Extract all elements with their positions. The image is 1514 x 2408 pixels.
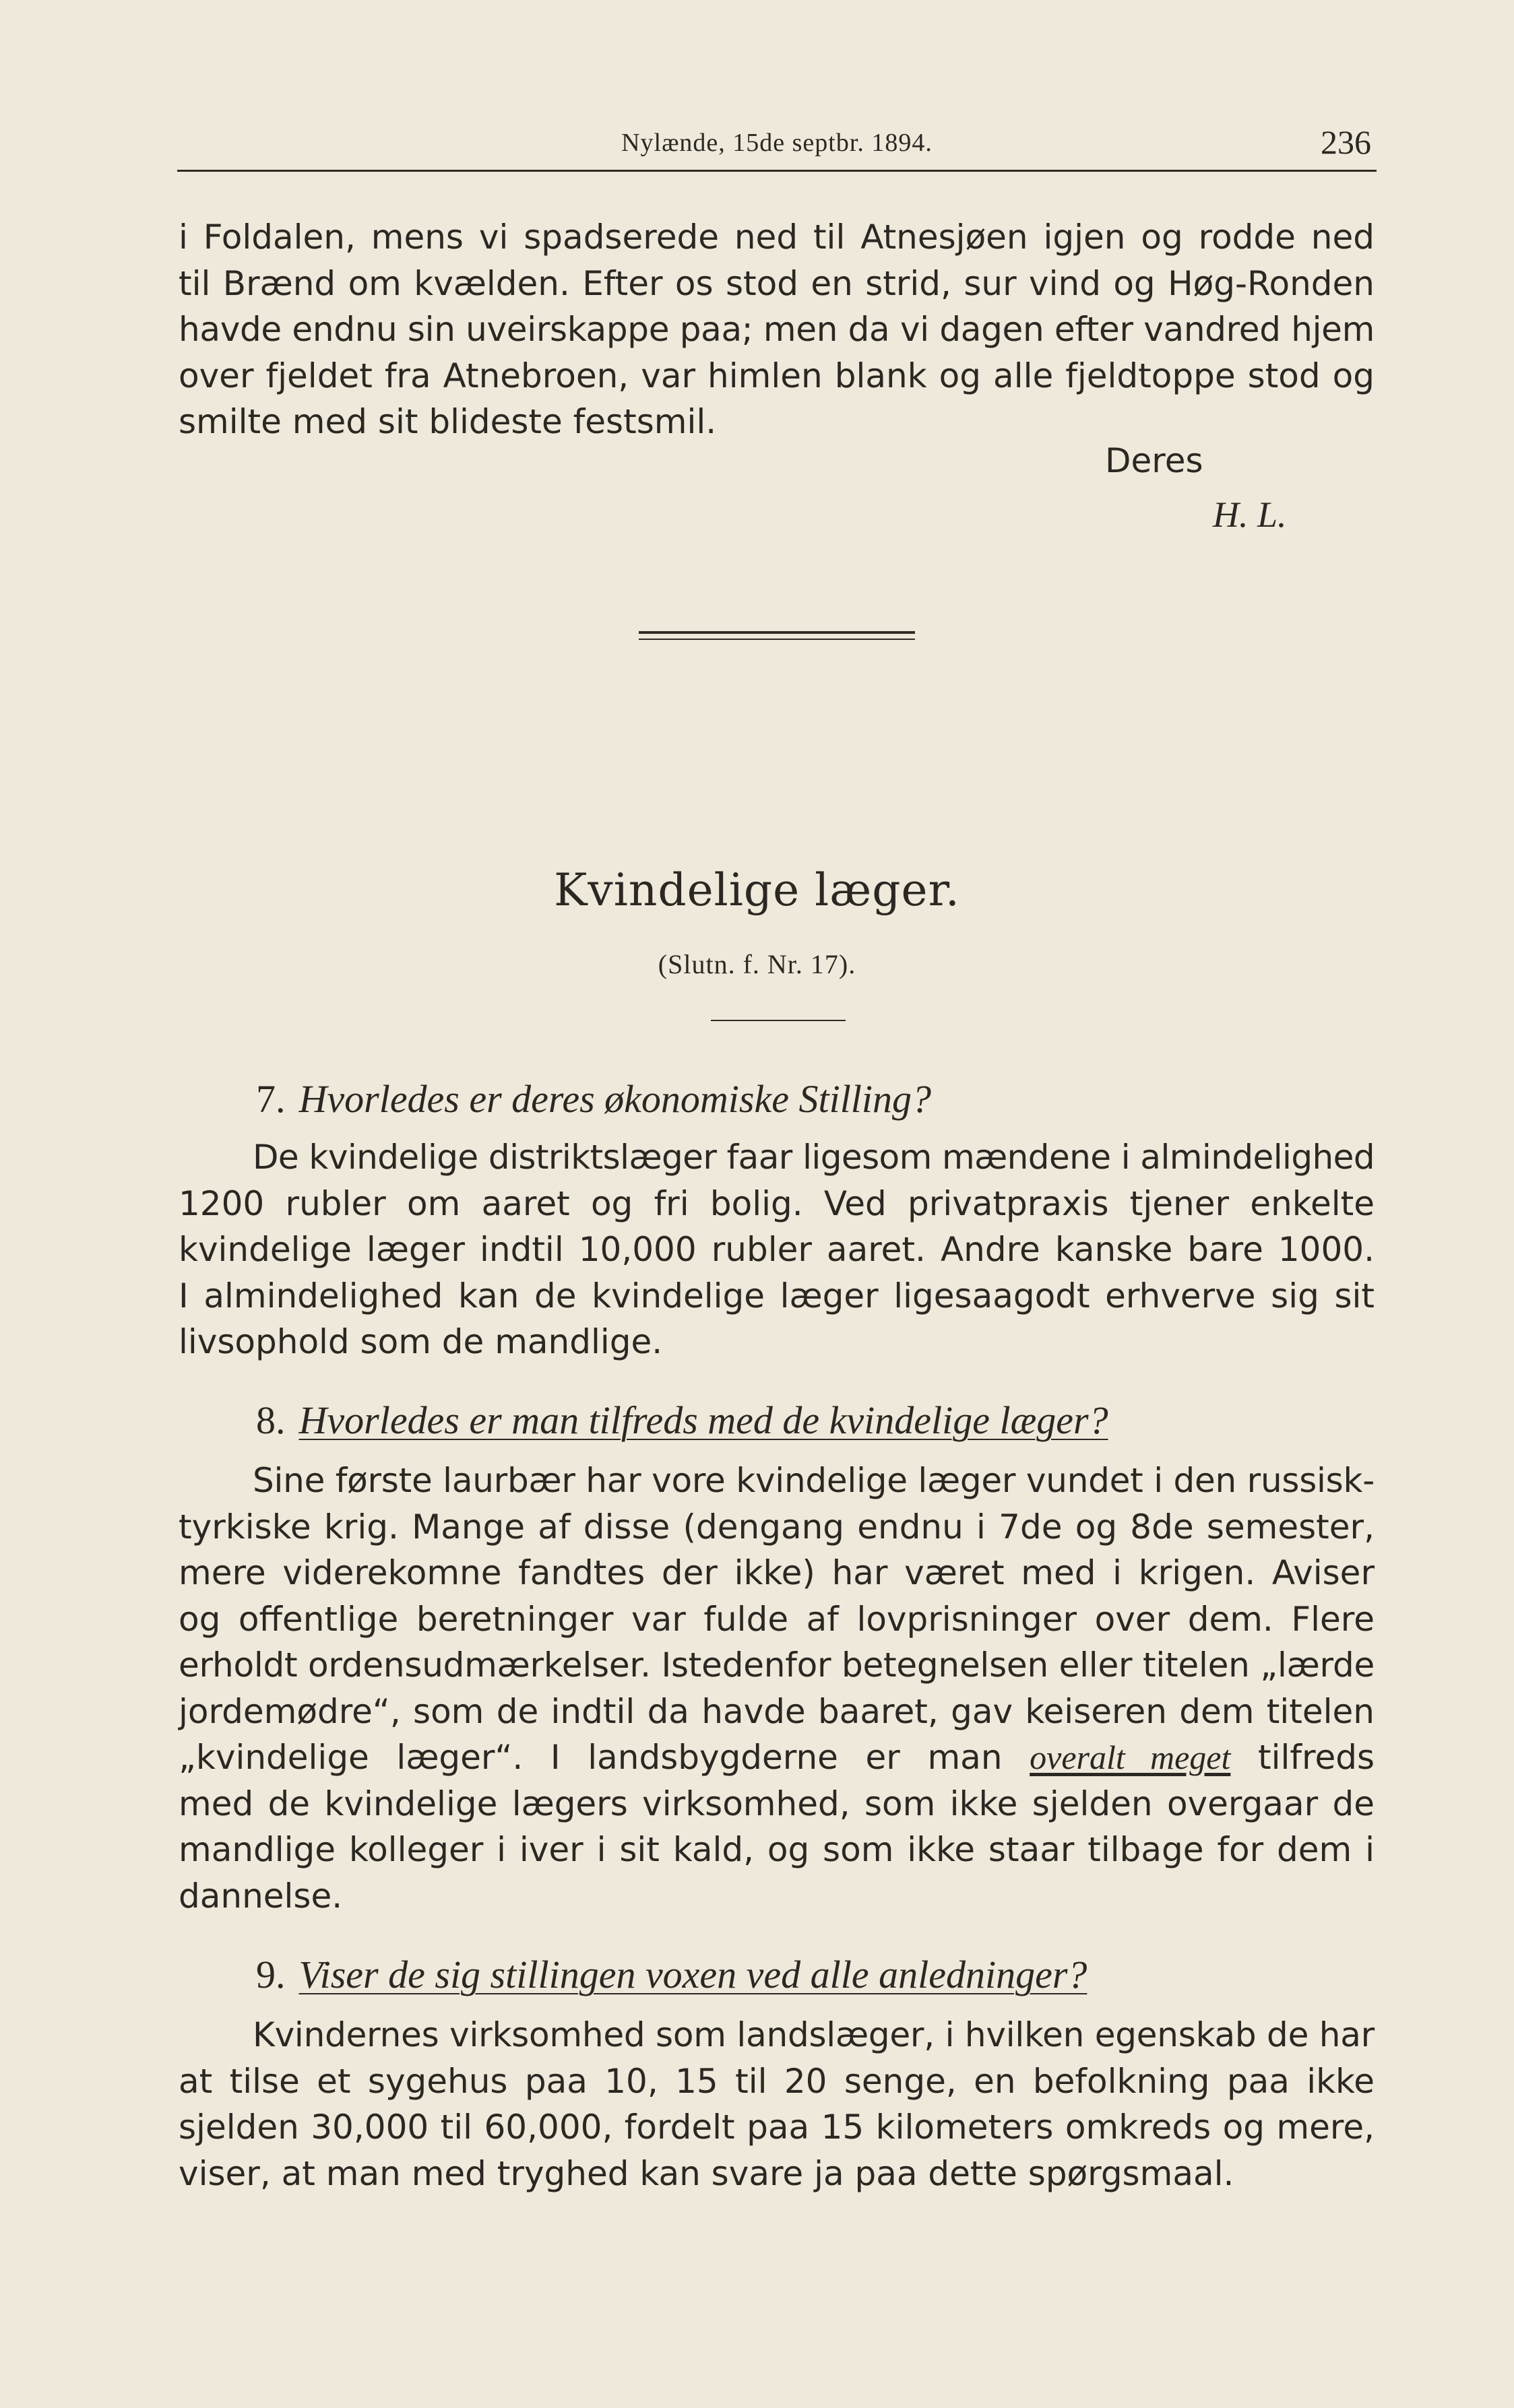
text-line: til Brænd om kvælden. Efter os stod en strid, sur vind og Høg-Ronden (179, 263, 1375, 303)
text-line: dannelse. (179, 1876, 343, 1916)
text-line: 1200 rubler om aaret og fri bolig. Ved privatpraxis tjener enkelte (179, 1183, 1375, 1223)
text-line: mandlige kolleger i iver i sit kald, og som ikke staar tilbage for dem i (179, 1830, 1375, 1869)
question-8 (256, 1398, 1108, 1443)
text-line: Sine første laurbær har vore kvindelige læger vundet i den russisk- (253, 1461, 1375, 1500)
page-number: 236 (1321, 123, 1371, 161)
text-line: med de kvindelige lægers virksomhed, som ikke sjelden overgaar de (179, 1784, 1375, 1823)
letter-signature: H. L. (1213, 494, 1287, 535)
text-segment: „kvindelige læger“. I landsbygderne er man (179, 1738, 1003, 1777)
text-line: kvindelige læger indtil 10,000 rubler aaret. Andre kanske bare 1000. (179, 1230, 1375, 1269)
text-line: mere viderekomne fandtes der ikke) har været med i krigen. Aviser (179, 1553, 1375, 1592)
text-line: sjelden 30,000 til 60,000, fordelt paa 15 kilometers omkreds og mere, (179, 2108, 1375, 2147)
question-number: 8. (256, 1398, 286, 1442)
article-subtitle: (Slutn. f. Nr. 17). (658, 949, 856, 979)
text-line: jordemødre“, som de indtil da havde baaret, gav keiseren dem titelen (179, 1691, 1375, 1731)
question-9 (256, 1952, 1087, 1997)
text-line: havde endnu sin uveirskappe paa; men da vi dagen efter vandred hjem (179, 310, 1375, 349)
text-line: erholdt ordensudmærkelser. Istedenfor betegnelsen eller titelen „lærde (179, 1646, 1375, 1685)
article-title: Kvindelige læger. (554, 864, 960, 916)
answer-8 (179, 1458, 1375, 1919)
header-rule (177, 170, 1377, 172)
question-text: Hvorledes er man tilfreds med de kvindelige læger? (298, 1398, 1108, 1442)
section-divider-thin (639, 639, 915, 640)
text-line: i Foldalen, mens vi spadserede ned til Atnesjøen igjen og rodde ned (179, 218, 1375, 257)
text-line: viser, at man med tryghed kan svare ja paa dette spørgsmaal. (179, 2153, 1234, 2193)
section-divider (639, 631, 915, 634)
text-line: De kvindelige distriktslæger faar ligesom mændene i almindelighed (253, 1138, 1375, 1177)
question-text: Hvorledes er deres økonomiske Stilling? (298, 1077, 932, 1121)
page-header (177, 123, 1377, 170)
text-segment: tilfreds (1258, 1738, 1375, 1777)
question-number: 9. (256, 1953, 286, 1996)
text-line: tyrkiske krig. Mange af disse (dengang endnu i 7de og 8de semester, (179, 1507, 1375, 1547)
intro-paragraph (179, 214, 1375, 445)
question-text: Viser de sig stillingen voxen ved alle anledninger? (298, 1953, 1087, 1996)
text-line-with-emphasis (179, 1734, 1375, 1781)
answer-7 (179, 1134, 1375, 1365)
letter-closing: Deres (1105, 441, 1203, 480)
text-line: livsophold som de mandlige. (179, 1322, 663, 1361)
text-line: og offentlige beretninger var fulde af lovprisninger over dem. Flere (179, 1599, 1375, 1639)
answer-9 (179, 2012, 1375, 2197)
emphasis-text: overalt meget (1030, 1738, 1231, 1776)
question-number: 7. (256, 1077, 286, 1121)
running-head: Nylænde, 15de septbr. 1894. (621, 129, 933, 157)
text-line: smilte med sit blideste festsmil. (179, 402, 717, 441)
text-line: over fjeldet fra Atnebroen, var himlen blank og alle fjeldtoppe stod og (179, 356, 1375, 395)
text-line: Kvindernes virksomhed som landslæger, i hvilken egenskab de har (253, 2015, 1375, 2054)
title-rule (711, 1020, 846, 1021)
text-line: I almindelighed kan de kvindelige læger ligesaagodt erhverve sig sit (179, 1276, 1375, 1315)
text-line: at tilse et sygehus paa 10, 15 til 20 senge, en befolkning paa ikke (179, 2061, 1375, 2101)
question-7 (256, 1076, 931, 1121)
